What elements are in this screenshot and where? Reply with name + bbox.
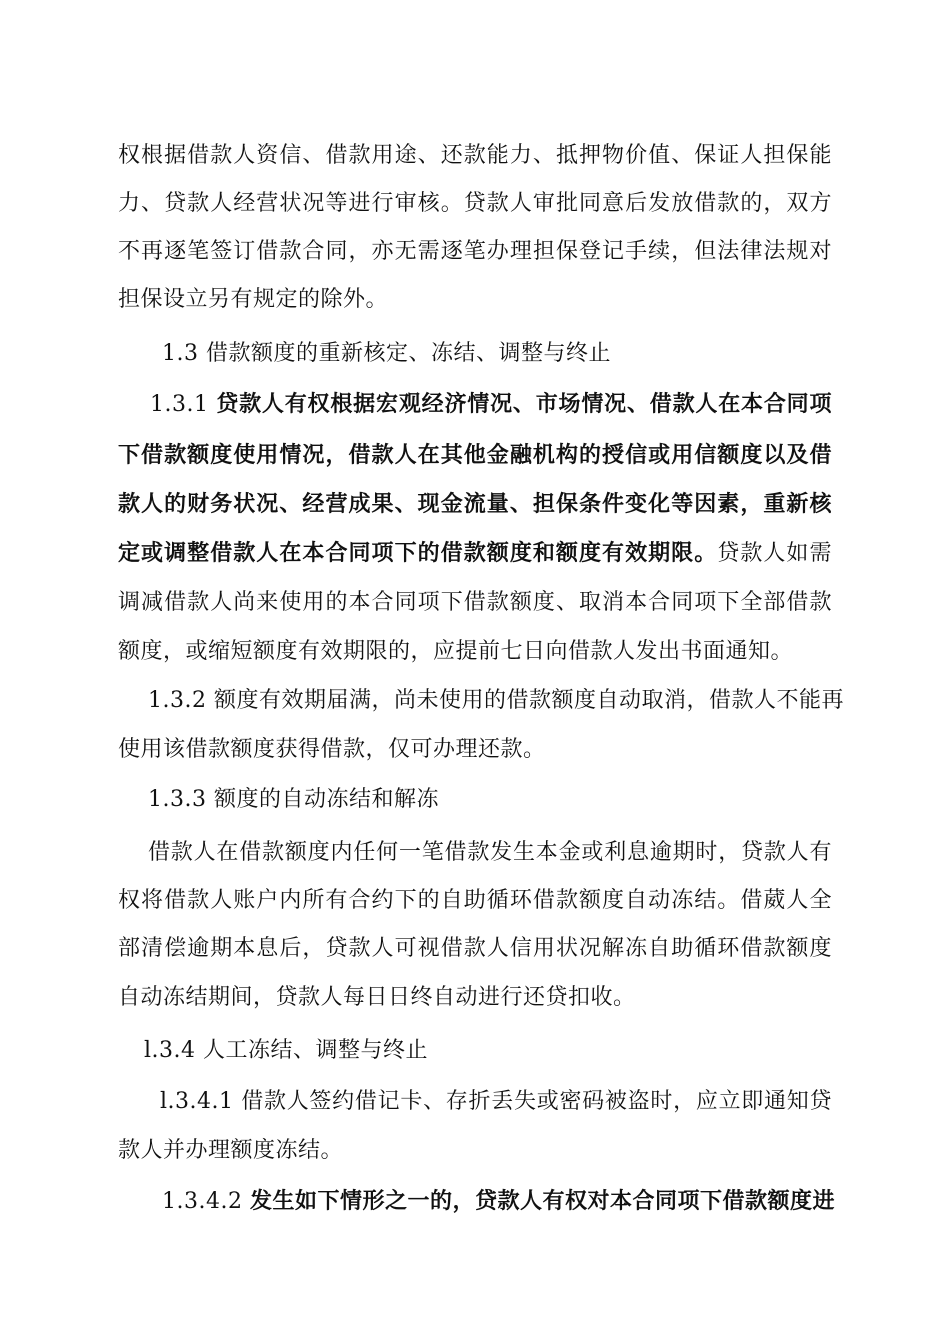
section-heading: 1.3.3 额度的自动冻结和解冻: [148, 787, 439, 812]
text-line: 部清偿逾期本息后，贷款人可视借款人信用状况解冻自助循环借款额度: [118, 936, 832, 961]
section-heading: 1.3 借款额度的重新核定、冻结、调整与终止: [162, 341, 611, 366]
text-line: 不再逐笔签订借款合同，亦无需逐笔办理担保登记手续，但法律法规对: [118, 239, 832, 264]
section-heading: l.3.4 人工冻结、调整与终止: [144, 1038, 429, 1063]
text-line: 下借款额度使用情况，借款人在其他金融机构的授信或用信额度以及借: [118, 442, 832, 468]
text-line: 款人的财务状况、经营成果、现金流量、担保条件变化等因素，重新核: [118, 491, 832, 517]
text-line: 使用该借款额度获得借款，仅可办理还款。: [118, 737, 546, 762]
text-line: 权根据借款人资信、借款用途、还款能力、抵押物价值、保证人担保能: [118, 143, 832, 168]
text-line: 自动冻结期间，贷款人每日日终自动进行还贷扣收。: [118, 985, 636, 1010]
text-line: 调减借款人尚来使用的本合同项下借款额度、取消本合同项下全部借款: [118, 590, 832, 615]
text-line: 借款人在借款额度内任何一笔借款发生本金或利息逾期时，贷款人有: [148, 840, 832, 865]
text-line: 权将借款人账户内所有合约下的自助循环借款额度自动冻结。借葳人全: [118, 888, 832, 913]
text-line: l.3.4.1 借款人签约借记卡、存折丢失或密码被盗时，应立即通知贷: [160, 1089, 832, 1114]
text-line: 力、贷款人经营状况等进行审核。贷款人审批同意后发放借款的，双方: [118, 191, 832, 216]
text-line: 额度，或缩短额度有效期限的，应提前七日向借款人发出书面通知。: [118, 639, 794, 664]
text-line: 定或调整借款人在本合同项下的借款额度和额度有效期限。贷款人如需: [118, 540, 832, 566]
text-line: 款人并办理额度冻结。: [118, 1138, 344, 1163]
text-line: 担保设立另有规定的除外。: [118, 287, 389, 312]
text-line: 1.3.4.2 发生如下情形之一的，贷款人有权对本合同项下借款额度进: [162, 1188, 835, 1214]
text-line: 1.3.2 额度有效期届满，尚未使用的借款额度自动取消，借款人不能再: [148, 688, 844, 713]
text-line: 1.3.1 贷款人有权根据宏观经济情况、市场情况、借款人在本合同项: [150, 391, 832, 417]
